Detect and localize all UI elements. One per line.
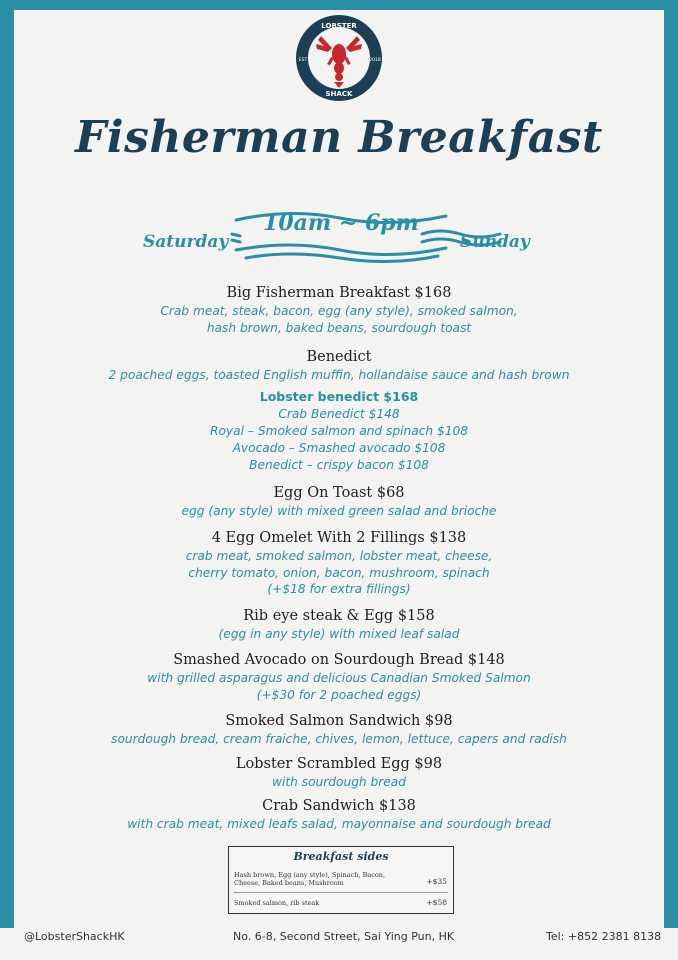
sides-title: Breakfast sides xyxy=(293,850,389,863)
menu-item-desc: (+$18 for extra fillings) xyxy=(267,582,411,596)
menu-item-desc: Crab meat, steak, bacon, egg (any style), smoked salmon, xyxy=(160,304,518,318)
menu-item xyxy=(14,284,664,336)
footer-social-handle: @LobsterShackHK xyxy=(24,930,125,943)
menu-item-title: Big Fisherman Breakfast $168 xyxy=(226,285,452,301)
day-start: Saturday xyxy=(143,232,229,252)
sides-row-price: +$58 xyxy=(426,898,447,907)
menu-item xyxy=(14,797,664,833)
menu-item-title: Lobster Scrambled Egg $98 xyxy=(235,755,443,772)
menu-item-desc: (egg in any style) with mixed leaf salad xyxy=(218,626,460,641)
frame-top xyxy=(0,0,678,10)
menu-item-desc: cherry tomato, onion, bacon, mushroom, spinach xyxy=(188,565,490,580)
menu-item-title: Crab Sandwich $138 xyxy=(262,798,416,814)
menu-item-title: Benedict xyxy=(306,349,372,365)
benedict-sub-item: Benedict – crispy bacon $108 xyxy=(249,457,429,472)
day-end: Sunday xyxy=(460,232,530,252)
menu-item-desc: (+$30 for 2 poached eggs) xyxy=(256,687,422,702)
logo-left-text: EST xyxy=(298,58,308,63)
footer-phone: Tel: +852 2381 8138 xyxy=(546,930,662,943)
menu-item-desc: hash brown, baked beans, sourdough toast xyxy=(206,320,472,335)
menu-list xyxy=(14,284,664,833)
menu-item xyxy=(14,484,664,520)
menu-item-desc: 2 poached eggs, toasted English muffin, hollandaise sauce and hash brown xyxy=(108,368,570,382)
menu-item-desc: with sourdough bread xyxy=(272,774,406,789)
lobster-shack-logo xyxy=(294,12,384,104)
menu-item-title: Smashed Avocado on Sourdough Bread $148 xyxy=(173,652,505,668)
benedict-sub-title: Lobster benedict $168 xyxy=(259,388,419,404)
menu-item-title: Rib eye steak & Egg $158 xyxy=(243,607,435,624)
menu-item-title: Egg On Toast $68 xyxy=(273,484,405,501)
logo-top-text: LOBSTER xyxy=(321,22,357,30)
menu-item xyxy=(14,651,664,703)
opening-hours: 10am ~ 6pm xyxy=(263,210,419,236)
sides-row-price: +$35 xyxy=(426,877,447,886)
menu-item-desc: with crab meat, mixed leafs salad, mayonnaise and sourdough bread xyxy=(127,817,551,831)
menu-item xyxy=(14,755,664,791)
breakfast-sides-box xyxy=(228,846,454,914)
menu-item-title: 4 Egg Omelet With 2 Fillings $138 xyxy=(211,530,467,546)
menu-item xyxy=(14,607,664,643)
menu-item xyxy=(14,712,664,748)
benedict-sub-item: Avocado – Smashed avocado $108 xyxy=(232,440,446,455)
menu-title: Fisherman Breakfast xyxy=(75,112,603,163)
menu-item xyxy=(14,348,664,474)
sides-row-text: Hash brown, Egg (any style), Spinach, Bacon, Cheese, Baked beans, Mushroom xyxy=(234,871,386,887)
menu-item-title: Smoked Salmon Sandwich $98 xyxy=(225,713,453,729)
menu-item-desc: with grilled asparagus and delicious Canadian Smoked Salmon xyxy=(147,671,531,685)
benedict-sub-item: Crab Benedict $148 xyxy=(278,406,400,421)
logo-right-text: 2018 xyxy=(369,58,381,63)
footer-address: No. 6-8, Second Street, Sai Ying Pun, HK xyxy=(233,930,455,943)
menu-item-desc: crab meat, smoked salmon, lobster meat, cheese, xyxy=(185,549,493,563)
benedict-sub-item: Royal – Smoked salmon and spinach $108 xyxy=(210,423,468,438)
menu-item xyxy=(14,529,664,598)
menu-item-desc: sourdough bread, cream fraiche, chives, lemon, lettuce, capers and radish xyxy=(111,732,567,746)
menu-item-desc: egg (any style) with mixed green salad and brioche xyxy=(181,503,497,518)
sides-row-text: Smoked salmon, rib steak xyxy=(234,899,320,907)
logo-bottom-text: SHACK xyxy=(325,90,353,98)
sides-divider xyxy=(234,892,448,893)
